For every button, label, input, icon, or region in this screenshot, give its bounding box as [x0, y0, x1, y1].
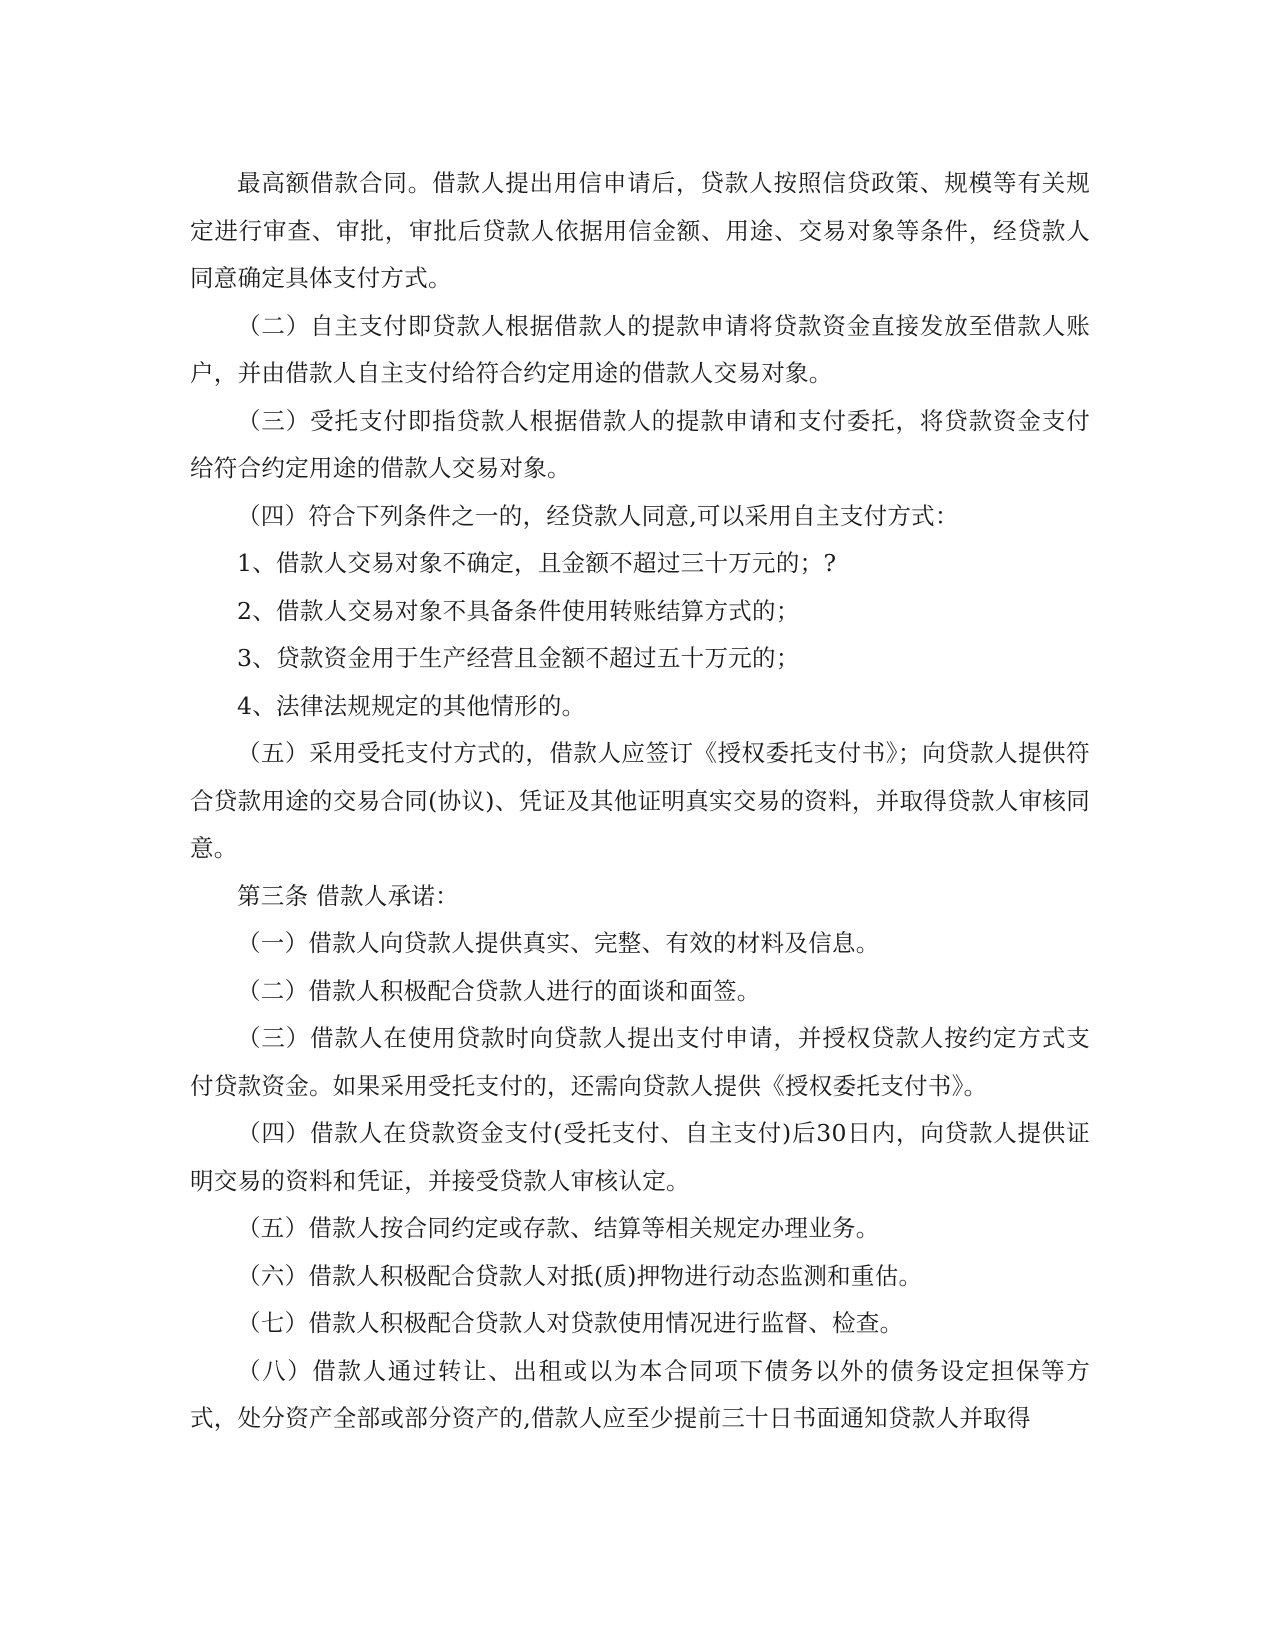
list-item: （五）借款人按合同约定或存款、结算等相关规定办理业务。 [237, 1214, 880, 1242]
list-item: （七）借款人积极配合贷款人对贷款使用情况进行监督、检查。 [237, 1309, 904, 1337]
list-item: （二）借款人积极配合贷款人进行的面谈和面签。 [237, 976, 761, 1005]
list-item: （四）借款人在贷款资金支付(受托支付、自主支付)后30日内，向贷款人提供证明交易的资料和凭证，并接受贷款人审核认定。 [190, 1119, 1090, 1195]
document-body [190, 160, 1090, 1443]
paragraph-self-payment: （二）自主支付即贷款人根据借款人的提款申请将贷款资金直接发放至借款人账户，并由借款人自主支付给符合约定用途的借款人交易对象。 [190, 311, 1090, 387]
list-item: 4、法律法规规定的其他情形的。 [237, 691, 586, 720]
list-item: 3、贷款资金用于生产经营且金额不超过五十万元的； [237, 644, 800, 672]
list-item: （一）借款人向贷款人提供真实、完整、有效的材料及信息。 [237, 929, 880, 957]
paragraph-entrusted-payment-docs: （五）采用受托支付方式的，借款人应签订《授权委托支付书》；向贷款人提供符合贷款用途的交易合同(协议)、凭证及其他证明真实交易的资料，并取得贷款人审核同意。 [190, 739, 1090, 862]
list-item: （八）借款人通过转让、出租或以为本合同项下债务以外的债务设定担保等方式，处分资产全部或部分资产的,借款人应至少提前三十日书面通知贷款人并取得 [190, 1356, 1090, 1432]
paragraph-self-payment-conditions: （四）符合下列条件之一的，经贷款人同意,可以采用自主支付方式： [237, 501, 959, 530]
list-item: 1、借款人交易对象不确定，且金额不超过三十万元的；? [237, 549, 837, 577]
paragraph-entrusted-payment: （三）受托支付即指贷款人根据借款人的提款申请和支付委托，将贷款资金支付给符合约定用途的借款人交易对象。 [190, 406, 1090, 482]
list-item: （六）借款人积极配合贷款人对抵(质)押物进行动态监测和重估。 [237, 1261, 923, 1290]
list-item: （三）借款人在使用贷款时向贷款人提出支付申请，并授权贷款人按约定方式支付贷款资金。如果采用受托支付的，还需向贷款人提供《授权委托支付书》。 [190, 1024, 1090, 1100]
paragraph-credit-review: 最高额借款合同。借款人提出用信申请后，贷款人按照信贷政策、规模等有关规定进行审查、审批，审批后贷款人依据用信金额、用途、交易对象等条件，经贷款人同意确定具体支付方式。 [190, 169, 1090, 292]
list-item: 2、借款人交易对象不具备条件使用转账结算方式的； [237, 596, 800, 625]
section-heading-article-3: 第三条 借款人承诺： [237, 881, 459, 910]
